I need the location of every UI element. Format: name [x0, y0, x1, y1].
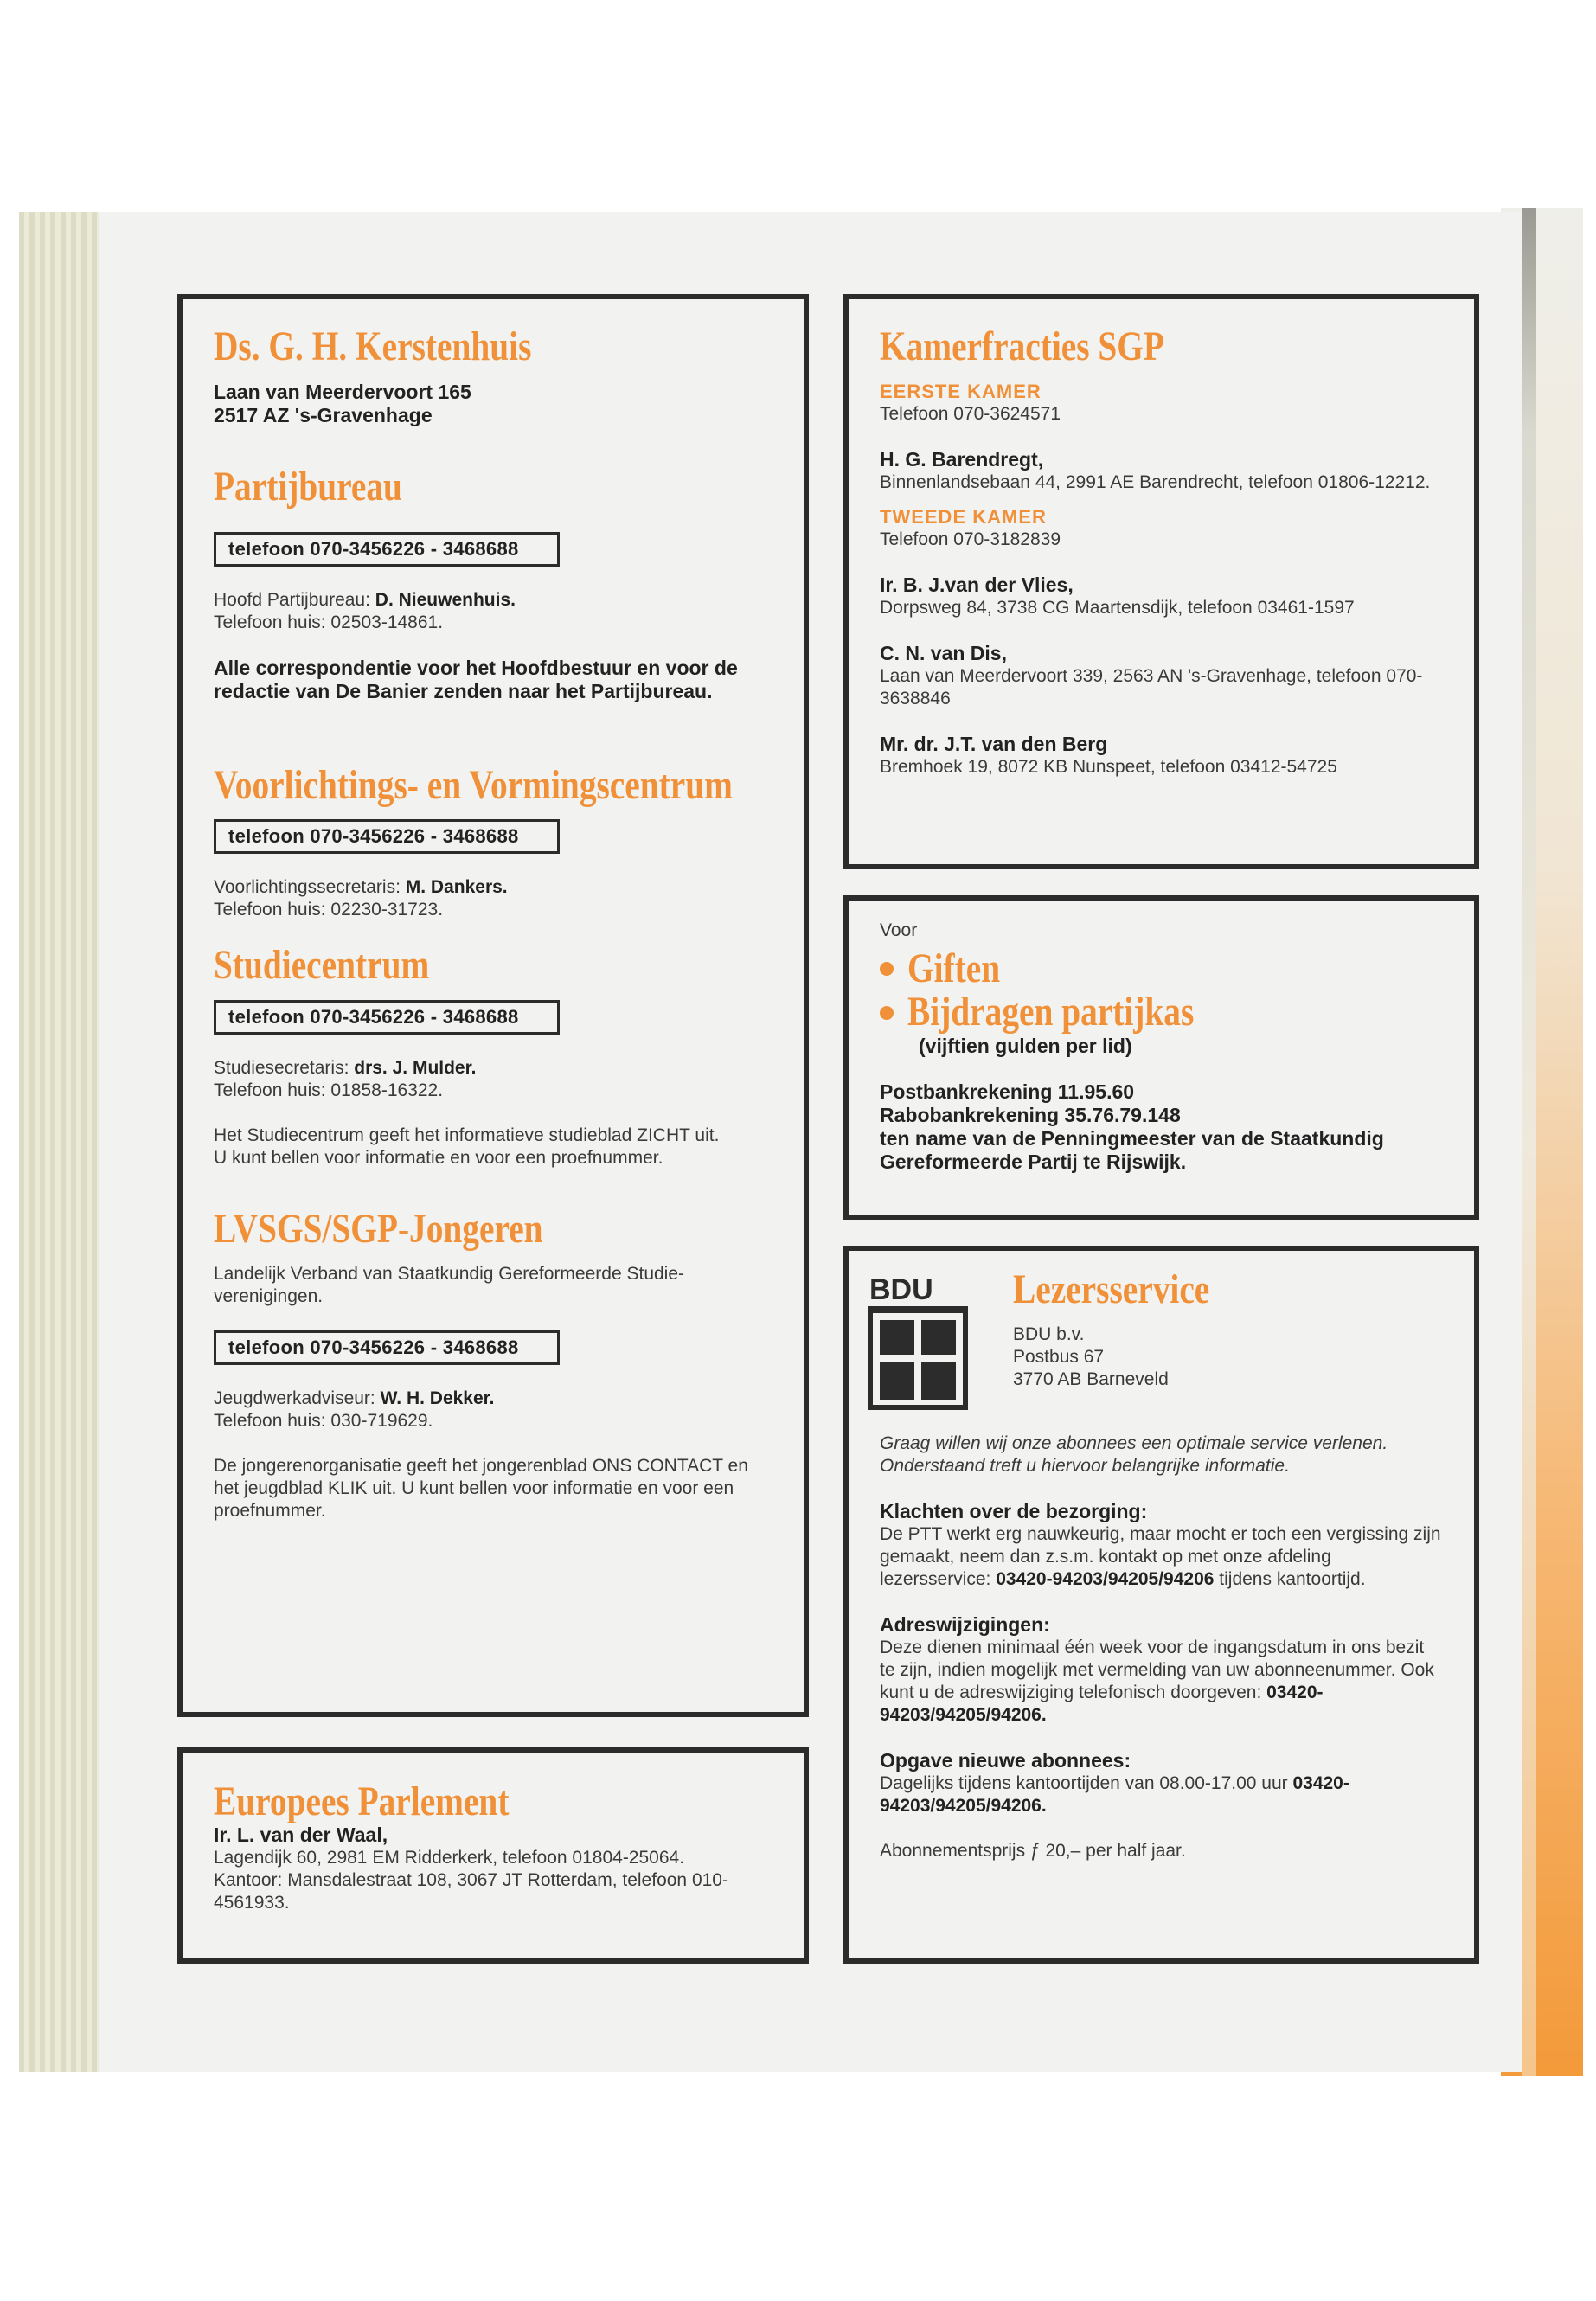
member-vandenberg-name: Mr. dr. J.T. van den Berg — [880, 733, 1108, 756]
abonnementsprijs: Abonnementsprijs ƒ 20,– per half jaar. — [880, 1841, 1186, 1861]
voorlichting-secretary-line — [214, 876, 772, 899]
partijbureau-head-line — [214, 589, 772, 612]
book-page-edges-left — [19, 212, 106, 2072]
giften-intro: Voor — [880, 920, 918, 940]
bdu-company: BDU b.v. — [1013, 1324, 1085, 1345]
lvsgs-home-phone: Telefoon huis: 030-719629. — [214, 1410, 433, 1431]
partijbureau-notice: Alle correspondentie voor het Hoofdbestuur en voor de redactie van De Banier zenden naar het Partijbureau. — [214, 656, 738, 702]
lezersservice-heading: Lezersservice — [1013, 1266, 1210, 1312]
studiecentrum-home-phone: Telefoon huis: 01858-16322. — [214, 1080, 444, 1100]
member-vandis-name: C. N. van Dis, — [880, 642, 1007, 665]
europees-office: Kantoor: Mansdalestraat 108, 3067 JT Rotterdam, telefoon 010-4561933. — [214, 1870, 728, 1913]
partijbureau-home-phone: Telefoon huis: 02503-14861. — [214, 612, 444, 632]
book-spine-shadow — [1522, 208, 1536, 2076]
lvsgs-advisor-label: Jeugdwerkadviseur: — [214, 1388, 381, 1408]
klachten-text — [880, 1523, 1443, 1591]
adreswijzigingen-text — [880, 1637, 1443, 1727]
bdu-city: 3770 AB Barneveld — [1013, 1369, 1169, 1390]
klachten-heading: Klachten over de bezorging: — [880, 1500, 1148, 1522]
voorlichting-heading: Voorlichtings- en Vormingscentrum — [214, 761, 733, 808]
studiecentrum-secretary-name: drs. J. Mulder. — [354, 1057, 477, 1078]
eerste-kamer-label: EERSTE KAMER — [880, 381, 1042, 403]
klachten-tail: tijdens kantoortijd. — [1214, 1569, 1366, 1589]
lezersservice-intro-2: Onderstaand treft u hiervoor belangrijke informatie. — [880, 1456, 1290, 1476]
studiecentrum-secretary-label: Studiesecretaris: — [214, 1057, 355, 1078]
bullet-icon — [880, 1006, 894, 1020]
studiecentrum-heading: Studiecentrum — [214, 942, 430, 989]
member-vandervlies-name: Ir. B. J.van der Vlies, — [880, 574, 1074, 597]
bijdragen-bullet-text: Bijdragen partijkas — [907, 989, 1195, 1035]
studiecentrum-info-call: U kunt bellen voor informatie en voor een proefnummer. — [214, 1147, 663, 1168]
opgave-text — [880, 1772, 1443, 1817]
tweede-kamer-phone: Telefoon 070-3182839 — [880, 529, 1061, 550]
europees-name: Ir. L. van der Waal, — [214, 1823, 388, 1847]
member-vandis-address: Laan van Meerdervoort 339, 2563 AN 's-Gravenhage, telefoon 070-3638846 — [880, 666, 1423, 709]
opgave-heading: Opgave nieuwe abonnees: — [880, 1749, 1131, 1772]
opgave-body: Dagelijks tijdens kantoortijden van 08.00-17.00 uur — [880, 1773, 1293, 1793]
kerstenhuis-heading: Ds. G. H. Kerstenhuis — [214, 324, 532, 369]
lvsgs-heading: LVSGS/SGP-Jongeren — [214, 1205, 543, 1252]
voorlichting-secretary-name: M. Dankers. — [405, 877, 508, 898]
voorlichting-home-phone: Telefoon huis: 02230-31723. — [214, 900, 444, 920]
kerstenhuis-address-line2: 2517 AZ 's-Gravenhage — [214, 404, 433, 427]
europees-address: Lagendijk 60, 2981 EM Ridderkerk, telefoon 01804-25064. — [214, 1848, 685, 1868]
lezersservice-body — [880, 1433, 1443, 1862]
lvsgs-info: De jongerenorganisatie geeft het jongerenblad ONS CONTACT en het jeugdblad KLIK uit. U kunt bellen voor informatie en voor een proefnummer. — [214, 1455, 748, 1521]
partijbureau-phone-box: telefoon 070-3456226 - 3468688 — [214, 532, 560, 567]
partijbureau-head-name: D. Nieuwenhuis. — [375, 589, 516, 610]
adreswijzigingen-heading: Adreswijzigingen: — [880, 1613, 1050, 1636]
bdu-logo-text: BDU — [869, 1273, 933, 1306]
postbank-account: Postbankrekening 11.95.60 — [880, 1080, 1135, 1103]
voorlichting-phone-box: telefoon 070-3456226 - 3468688 — [214, 819, 560, 854]
partijbureau-head-label: Hoofd Partijbureau: — [214, 589, 375, 610]
giften-note: (vijftien gulden per lid) — [919, 1034, 1132, 1057]
adreswijzigingen-body: Deze dienen minimaal één week voor de ingangsdatum in ons bezit te zijn, indien mogelijk met vermelding van uw abonneenummer. Ook kunt u de adreswijziging telefonisch doorgeven: — [880, 1638, 1434, 1702]
tweede-kamer-label: TWEEDE KAMER — [880, 506, 1047, 529]
lezersservice-intro: Graag willen wij onze abonnees een optimale service verlenen. — [880, 1433, 1388, 1453]
book-page — [99, 212, 1522, 2072]
eerste-kamer-phone: Telefoon 070-3624571 — [880, 404, 1061, 425]
europees-parlement-box — [177, 1747, 809, 1964]
klachten-body: De PTT werkt erg nauwkeurig, maar mocht er toch een vergissing zijn gemaakt, neem dan z.s.m. kontakt op met onze afdeling lezersservice: — [880, 1524, 1441, 1589]
giften-bullet-line — [880, 947, 1443, 990]
bdu-header-text — [1013, 1268, 1253, 1391]
account-holder: ten name van de Penningmeester van de Staatkundig Gereformeerde Partij te Rijswijk. — [880, 1126, 1384, 1173]
party-offices-box — [177, 294, 809, 1717]
kamerfracties-heading: Kamerfracties SGP — [880, 324, 1164, 369]
lvsgs-advisor-name: W. H. Dekker. — [380, 1388, 495, 1408]
kamerfracties-box — [843, 294, 1479, 869]
member-barendregt-name: H. G. Barendregt, — [880, 448, 1044, 471]
lvsgs-advisor-line — [214, 1388, 772, 1410]
bdu-postbus: Postbus 67 — [1013, 1347, 1105, 1368]
lezersservice-box — [843, 1246, 1479, 1964]
klachten-phone: 03420-94203/94205/94206 — [996, 1569, 1215, 1589]
voorlichting-secretary-label: Voorlichtingssecretaris: — [214, 877, 406, 898]
lvsgs-phone-box: telefoon 070-3456226 - 3468688 — [214, 1330, 560, 1365]
opgave-phone: 03420-94203/94205/94206. — [880, 1773, 1349, 1816]
member-vandenberg-address: Bremhoek 19, 8072 KB Nunspeet, telefoon 03412-54725 — [880, 757, 1337, 778]
member-barendregt-address: Binnenlandsebaan 44, 2991 AE Barendrecht, telefoon 01806-12212. — [880, 472, 1431, 493]
studiecentrum-info: Het Studiecentrum geeft het informatieve studieblad ZICHT uit. — [214, 1125, 720, 1145]
europees-heading: Europees Parlement — [214, 1779, 510, 1824]
giften-box — [843, 895, 1479, 1220]
bdu-logo — [868, 1270, 968, 1410]
studiecentrum-phone-box: telefoon 070-3456226 - 3468688 — [214, 1000, 560, 1035]
partijbureau-heading: Partijbureau — [214, 464, 402, 510]
bijdragen-bullet-line — [880, 990, 1443, 1034]
adreswijzigingen-phone: 03420-94203/94205/94206. — [880, 1682, 1324, 1725]
bullet-icon — [880, 962, 894, 976]
rabobank-account: Rabobankrekening 35.76.79.148 — [880, 1103, 1181, 1126]
member-vandervlies-address: Dorpsweg 84, 3738 CG Maartensdijk, telefoon 03461-1597 — [880, 598, 1355, 619]
kerstenhuis-address-line1: Laan van Meerdervoort 165 — [214, 381, 471, 404]
giften-bullet-text: Giften — [907, 945, 1001, 991]
studiecentrum-secretary-line — [214, 1057, 772, 1080]
lvsgs-description: Landelijk Verband van Staatkundig Gereformeerde Studie-verenigingen. — [214, 1263, 685, 1306]
